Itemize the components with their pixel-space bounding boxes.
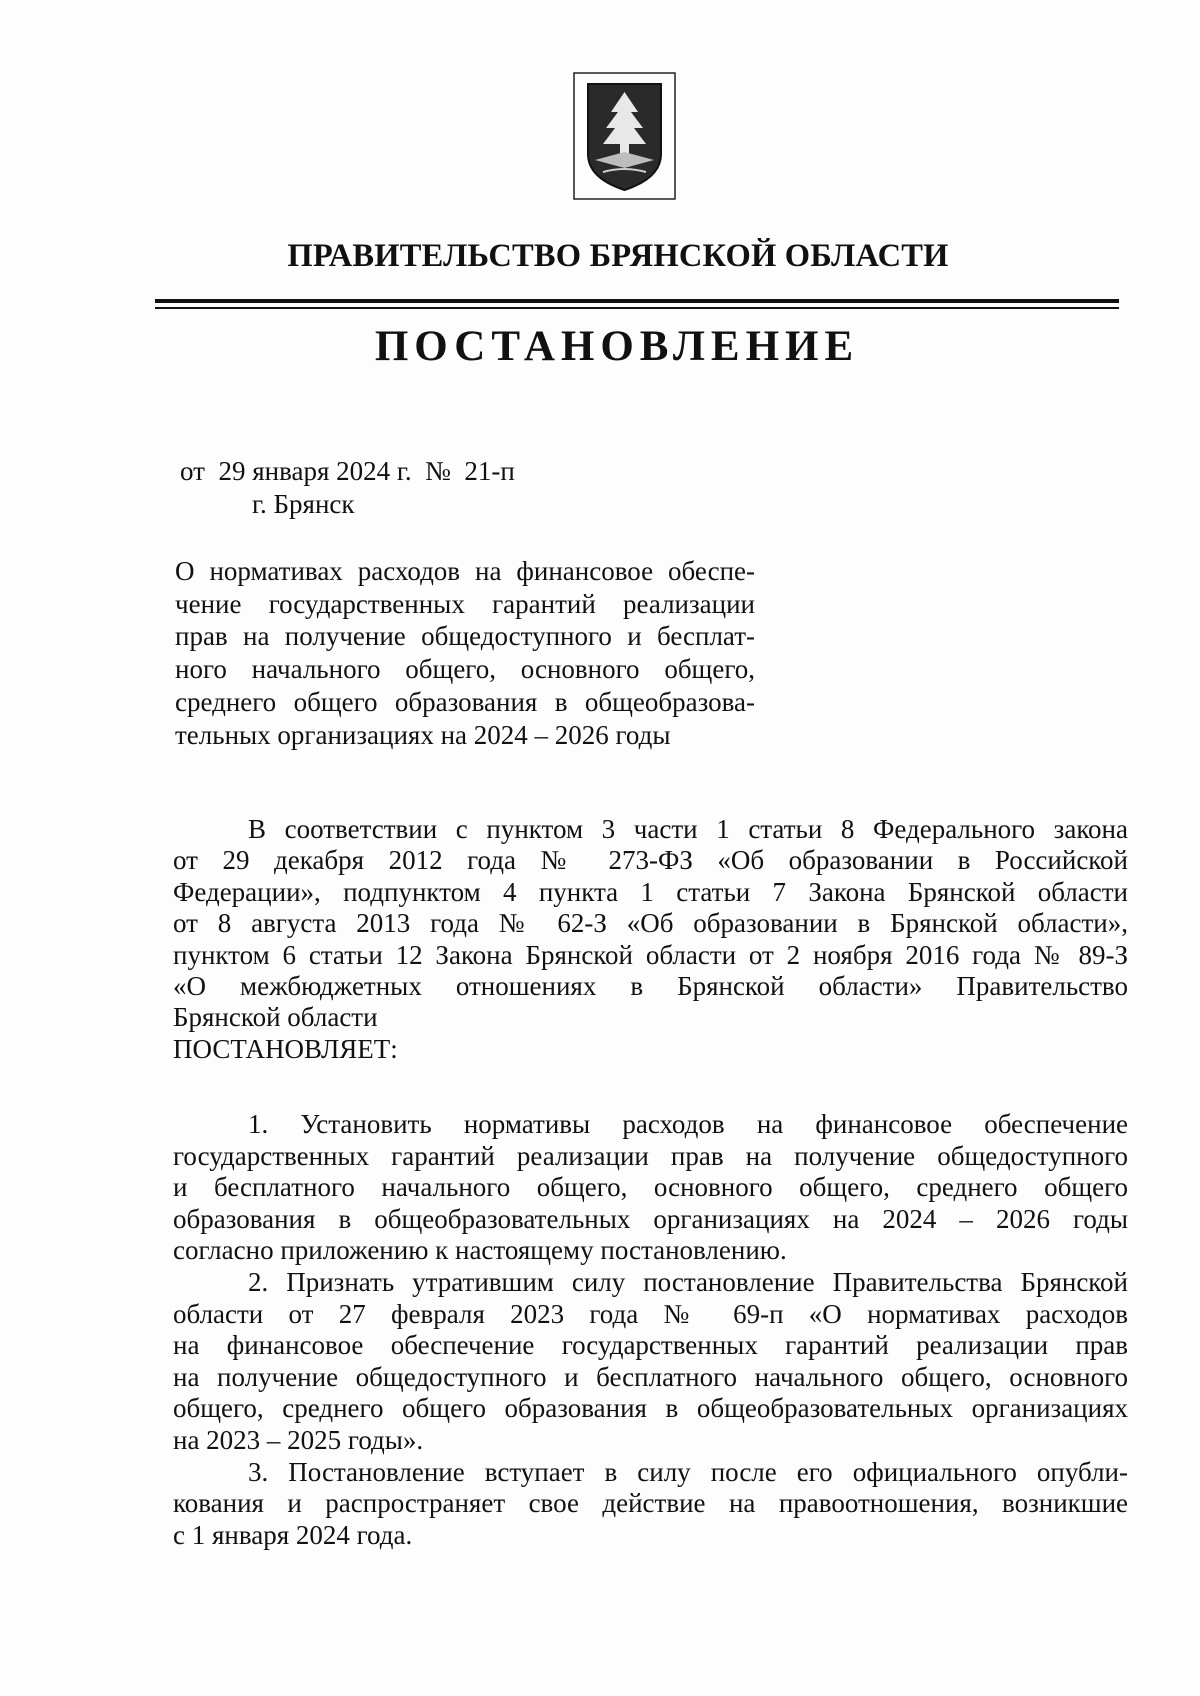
point-3-line: с 1 января 2024 года.: [173, 1519, 413, 1550]
point-1-line: и бесплатного начального общего, основного общего, среднего общего: [173, 1172, 1128, 1203]
point-2-line: области от 27 февраля 2023 года № 69-п «О нормативах расходов: [173, 1298, 1128, 1329]
preamble-line: пунктом 6 статьи 12 Закона Брянской области от 2 ноября 2016 года № 89-З: [173, 939, 1128, 970]
point-2-line: общего, среднего общего образования в общеобразовательных организациях: [173, 1393, 1128, 1424]
preamble-line: В соответствии с пунктом 3 части 1 статьи 8 Федерального закона: [248, 814, 1128, 844]
header-rule-thin: [155, 307, 1119, 309]
subject-line: среднего общего образования в общеобразова-: [175, 686, 755, 717]
number-sign: №: [425, 456, 451, 486]
preamble-line: «О межбюджетных отношениях в Брянской области» Правительство: [173, 971, 1128, 1002]
government-title: ПРАВИТЕЛЬСТВО БРЯНСКОЙ ОБЛАСТИ: [287, 238, 949, 274]
subject-line: ного начального общего, основного общего,: [175, 654, 755, 685]
coat-of-arms-icon: [573, 72, 676, 200]
preamble-line: Брянской области: [173, 1002, 378, 1033]
point-3-line: кования и распространяет свое действие на правоотношения, возникшие: [173, 1488, 1128, 1519]
point-2-line: на финансовое обеспечение государственных гарантий реализации прав: [173, 1330, 1128, 1361]
point-1-line: согласно приложению к настоящему постановлению.: [173, 1235, 787, 1266]
date-prefix: от: [180, 456, 205, 486]
preamble-line: Федерации», подпунктом 4 пункта 1 статьи 7 Закона Брянской области: [173, 876, 1128, 907]
point-1-line: образования в общеобразовательных организациях на 2024 – 2026 годы: [173, 1203, 1128, 1234]
date-number-line: [180, 456, 515, 487]
subject-line: тельных организациях на 2024 – 2026 годы: [175, 719, 671, 750]
document-date: 29 января 2024 г.: [218, 456, 412, 486]
resolution-points: [173, 1109, 1128, 1551]
preamble-paragraph: [173, 814, 1128, 1065]
preamble-line: от 29 декабря 2012 года № 273-ФЗ «Об образовании в Российской: [173, 845, 1128, 876]
document-number: 21-п: [464, 456, 515, 486]
subject-line: О нормативах расходов на финансовое обеспе-: [175, 556, 755, 586]
point-3-line: 3. Постановление вступает в силу после его официального опубли-: [248, 1456, 1128, 1487]
subject-line: чение государственных гарантий реализации: [175, 588, 755, 619]
preamble-line: от 8 августа 2013 года № 62-З «Об образовании в Брянской области»,: [173, 908, 1128, 939]
subject-line: прав на получение общедоступного и бесплат-: [175, 621, 755, 652]
resolves-heading: ПОСТАНОВЛЯЕТ:: [173, 1033, 398, 1064]
header-rule-thick: [155, 299, 1119, 303]
point-2-line: на получение общедоступного и бесплатного начального общего, основного: [173, 1361, 1128, 1392]
document-subject: [175, 555, 755, 751]
point-1-line: государственных гарантий реализации прав на получение общедоступного: [173, 1140, 1128, 1171]
point-2-line: 2. Признать утратившим силу постановление Правительства Брянской: [248, 1266, 1128, 1297]
point-1-line: 1. Установить нормативы расходов на финансовое обеспечение: [248, 1109, 1128, 1139]
point-2-line: на 2023 – 2025 годы».: [173, 1424, 424, 1455]
document-type-title: ПОСТАНОВЛЕНИЕ: [374, 323, 860, 370]
document-city: г. Брянск: [252, 489, 355, 519]
